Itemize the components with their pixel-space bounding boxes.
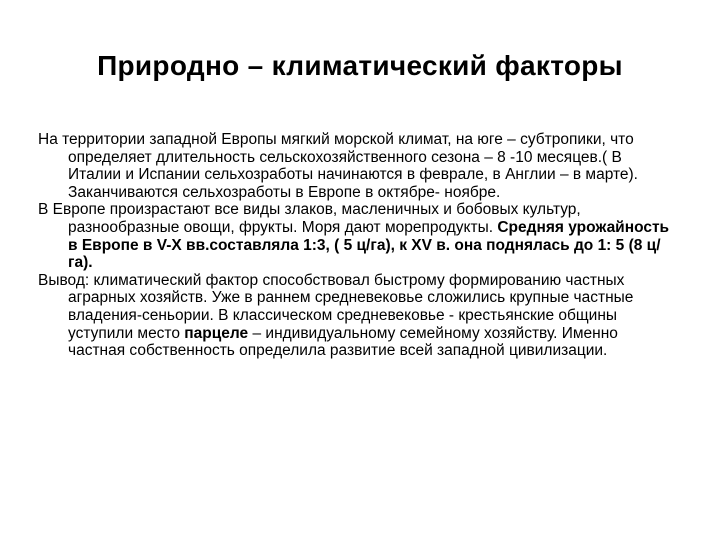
yield-text: Средняя урожайность в Европе в V-X вв.составляла 1:3, ( 5 ц/га), к XV в. она поднялась до 1: 5 (8 ц/га). [68,218,670,272]
crops-text: В Европе произрастают все виды злаков, масленичных и бобовых культур, разнообразные овощи, фрукты. Моря дают морепродукты. [38,201,581,236]
paragraph-crops [38,201,678,271]
conclusion-text: Вывод: климатический фактор способствовал быстрому формированию частных аграрных хозяйств. Уже в раннем средневековье сложились крупные частные владения-сеньории. В классическом средневековье - крестьянские общины уступили место [38,271,634,342]
slide-body [38,131,678,360]
slide-title: Природно – климатический факторы [97,50,623,81]
conclusion-tail: – индивидуальному семейному хозяйству. Именно частная собственность определила развитие всей западной цивилизации. [68,324,618,360]
paragraph-conclusion [38,272,678,360]
parcel-term: парцеле [184,324,249,342]
paragraph-climate: На территории западной Европы мягкий морской климат, на юге – субтропики, что определяет длительность сельскохозяйственного сезона – 8 -10 месяцев.( В Италии и Испании сельхозработы начинаются в феврале, в Англии – в марте). Заканчиваются сельхозработы в Европе в октябре- ноябре. [38,131,638,201]
